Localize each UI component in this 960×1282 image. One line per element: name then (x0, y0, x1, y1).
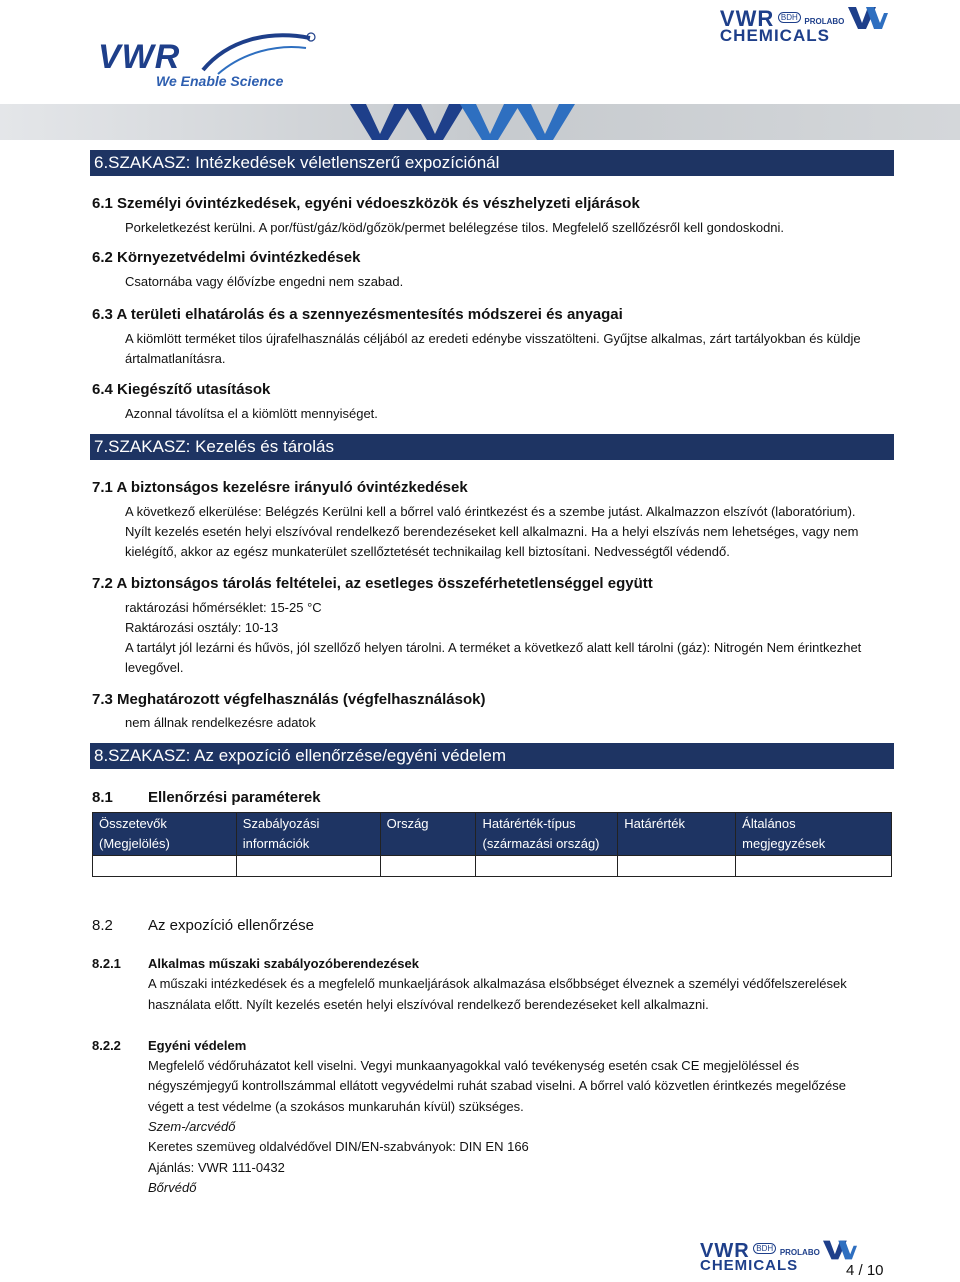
logo-swoosh-icon (198, 30, 318, 78)
text-eye-protection-heading: Szem-/arcvédő (148, 1119, 236, 1134)
logo-bdh-badge: BDH (778, 12, 801, 23)
text-7-1-line1: A következő elkerülése: Belégzés Kerülni kell a bőrrel való érintkezést és a szembe jutást. Alkalmazzon elszívót (laboratórium). (125, 504, 856, 519)
text-8-2-1-line2: használata előtt. Nyílt kezelés esetén helyi elszívóval rendelkező berendezéseket kell alkalmazni. (148, 997, 709, 1012)
heading-6-1: 6.1 Személyi óvintézkedések, egyéni védoeszközök és vészhelyzeti eljárások (92, 195, 640, 212)
heading-6-4: 6.4 Kiegészítő utasítások (92, 381, 271, 398)
text-7-3: nem állnak rendelkezésre adatok (125, 715, 316, 730)
table-header-cell: Összetevők (Megjelölés) (93, 813, 237, 856)
section-7-title: 7.SZAKASZ: Kezelés és tárolás (90, 434, 894, 460)
text-7-2-line4: levegővel. (125, 660, 184, 675)
logo-wordmark: VWR (98, 38, 181, 76)
heading-8-2-1: Alkalmas műszaki szabályozóberendezések (148, 956, 419, 971)
section-6-title: 6.SZAKASZ: Intézkedések véletlenszerű expozíciónál (90, 150, 894, 176)
text-6-3-line1: A kiömlött terméket tilos újrafelhasználás céljából az eredeti edénybe visszatölteni. Gyűjtse alkalmas, zárt tartályokban és küldje (125, 331, 861, 346)
table-cell (93, 856, 237, 877)
text-skin-protection-heading: Bőrvédő (148, 1180, 197, 1195)
page-number: 4 / 10 (846, 1262, 884, 1279)
text-6-1: Porkeletkezést kerülni. A por/füst/gáz/köd/gőzök/permet belélegzése tilos. Megfelelő szellőzésről kell gondoskodni. (125, 220, 785, 235)
text-7-2-class: Raktározási osztály: 10-13 (125, 620, 279, 635)
heading-8-1-number: 8.1 (92, 789, 113, 806)
heading-6-2: 6.2 Környezetvédelmi óvintézkedések (92, 249, 361, 266)
text-eye-protection: Keretes szemüveg oldalvédővel DIN/EN-szabványok: DIN EN 166 (148, 1139, 529, 1154)
text-7-1-line2: Nyílt kezelés esetén helyi elszívóval rendelkező berendezéseket kell alkalmazni. Ha a helyi elszívás nem lehetséges, vagy nem (125, 524, 859, 539)
footer-chemicals-text: CHEMICALS (700, 1257, 799, 1274)
table-cell (736, 856, 892, 877)
table-cell (236, 856, 380, 877)
text-8-2-1-line1: A műszaki intézkedések és a megfelelő munkaeljárások alkalmazása elsőbbséget élveznek a személyi védőfelszerelések (148, 976, 847, 991)
table-header-row (93, 813, 892, 856)
heading-7-2: 7.2 A biztonságos tárolás feltételei, az esetleges összeférhetetlenséggel együtt (92, 575, 653, 592)
table-cell (618, 856, 736, 877)
table-row (93, 856, 892, 877)
heading-8-1: Ellenőrzési paraméterek (148, 789, 321, 806)
text-8-2-2-line3: végett a test védelme (a szokásos munkaruhán kívül) szükséges. (148, 1099, 524, 1114)
table-header-cell: Szabályozási információk (236, 813, 380, 856)
table-header-cell: Általános megjegyzések (736, 813, 892, 856)
text-8-2-2-line2: négyszémjegyű kontrollszámmal ellátott vegyvédelmi ruhát szabad viselni. A bőrrel való közvetlen érintkezés megelőzése (148, 1078, 847, 1093)
footer-vwr-text: VWR (700, 1240, 750, 1262)
vwr-chemicals-logo-footer (700, 1240, 857, 1274)
logo-chemicals-text: CHEMICALS (719, 26, 830, 45)
heading-8-2: Az expozíció ellenőrzése (148, 917, 314, 934)
text-6-2: Csatornába vagy élővízbe engedni nem szabad. (125, 274, 404, 289)
heading-7-1: 7.1 A biztonságos kezelésre irányuló óvintézkedések (92, 479, 468, 496)
table-cell (380, 856, 476, 877)
footer-chevron-icon (823, 1240, 857, 1260)
footer-prolabo-text: PROLABO (779, 1248, 820, 1257)
table-cell (476, 856, 618, 877)
logo-vwr-text: VWR (719, 6, 775, 31)
heading-8-2-2: Egyéni védelem (148, 1038, 247, 1053)
heading-8-2-2-number: 8.2.2 (92, 1038, 121, 1053)
logo-chevron-icon (848, 7, 888, 29)
control-parameters-table (92, 812, 892, 877)
logo-prolabo-text: PROLABO (804, 17, 845, 26)
text-6-4: Azonnal távolítsa el a kiömlött mennyiséget. (125, 406, 378, 421)
table-header-cell: Határérték-típus (származási ország) (476, 813, 618, 856)
heading-7-3: 7.3 Meghatározott végfelhasználás (végfelhasználások) (92, 691, 486, 708)
vwr-logo-left (98, 38, 283, 89)
section-8-title: 8.SZAKASZ: Az expozíció ellenőrzése/egyéni védelem (90, 743, 894, 769)
heading-6-3: 6.3 A területi elhatárolás és a szennyezésmentesítés módszerei és anyagai (92, 306, 623, 323)
footer-bdh-badge: BDH (753, 1243, 776, 1254)
heading-8-2-number: 8.2 (92, 917, 113, 934)
header-band (0, 104, 960, 140)
text-8-2-2-line1: Megfelelő védőruházatot kell viselni. Vegyi munkaanyagokkal való tevékenység esetén csak CE megjelöléssel és (148, 1058, 800, 1073)
table-header-cell: Ország (380, 813, 476, 856)
heading-8-2-1-number: 8.2.1 (92, 956, 121, 971)
text-7-1-line3: kielégítő, akkor az egész munkaterület szellőztetését technikailag kell biztosítani. Nedvességtől védendő. (125, 544, 730, 559)
text-6-3-line2: ártalmatlanításra. (125, 351, 226, 366)
text-recommendation: Ajánlás: VWR 111-0432 (148, 1160, 285, 1175)
text-7-2-line3: A tartályt jól lezárni és hűvös, jól szellőző helyen tárolni. A terméket a következő alatt kell tárolni (gáz): Nitrogén Nem érintkezhet (125, 640, 862, 655)
logo-tagline: We Enable Science (156, 73, 284, 89)
vwr-chemicals-logo-top (720, 6, 888, 46)
text-7-2-temp: raktározási hőmérséklet: 15-25 °C (125, 600, 322, 615)
table-header-cell: Határérték (618, 813, 736, 856)
